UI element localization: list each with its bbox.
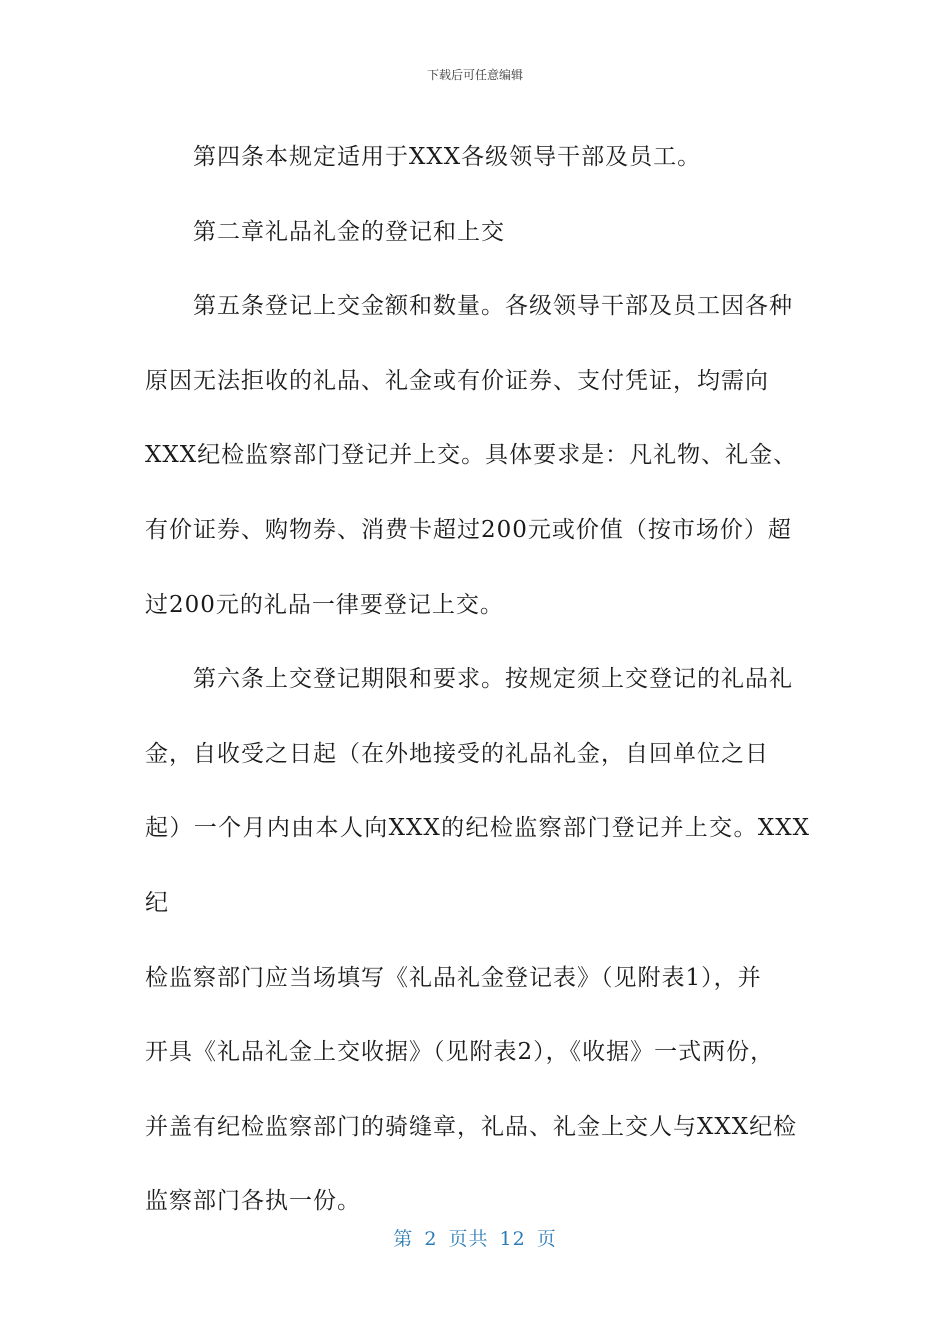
paragraph-article-5: 第五条登记上交金额和数量。各级领导干部及员工因各种 原因无法拒收的礼品、礼金或有价证券、支付凭证，均需向 XXX纪检监察部门登记并上交。具体要求是：凡礼物、礼金、 有价证券、购物券、消费卡超过200元或价值（按市场价）超 过200元的礼品一律要登记上交。	[145, 293, 798, 618]
header-note: 下载后可任意编辑	[426, 68, 523, 82]
document-body	[145, 120, 810, 1239]
chapter-heading: 第二章礼品礼金的登记和上交	[193, 218, 505, 245]
page-number: 第 2 页共 12 页	[393, 1228, 557, 1250]
paragraph-article-6: 第六条上交登记期限和要求。按规定须上交登记的礼品礼 金，自收受之日起（在外地接受的礼品礼金，自回单位之日 起）一个月内由本人向XXX的纪检监察部门登记并上交。XXX纪 检监察部门应当场填写《礼品礼金登记表》（见附表1），并 开具《礼品礼金上交收据》（见附表2），《收据》一式两份， 并盖有纪检监察部门的骑缝章，礼品、礼金上交人与XXX纪检 监察部门各执一份。	[145, 666, 810, 1215]
paragraph-article-4: 第四条本规定适用于XXX各级领导干部及员工。	[193, 144, 702, 170]
